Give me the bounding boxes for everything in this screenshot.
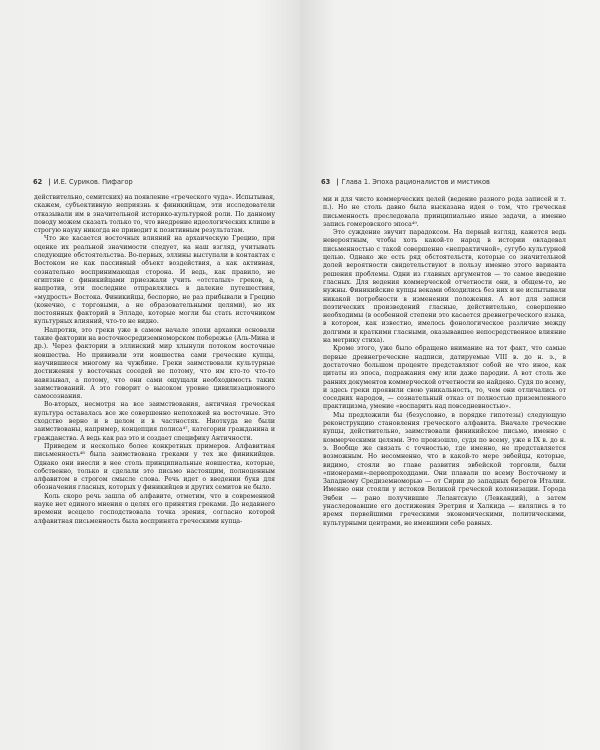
right-page-number: 63 xyxy=(321,178,331,186)
paragraph: Кроме этого, уже было обращено внимание на тот факт, что самые первые древнегреческие надписи, датируемые VIII в. до н. э., в достаточно большом проценте представляют собой не что иное, как цитаты из эпоса, подражания ему или даже пародии. А вот столь же ранних документов коммерческой отчетности не найдено. Судя по всему, и здесь греки проявили свою уникальность, то, чем они отличались от соседних народов, — сознательный отказ от полностью приземленного практицизма, умение «воспарить над повседневностью». xyxy=(323,345,566,411)
paragraph: Коль скоро речь зашла об алфавите, отметим, что в современной науке нет единого мнения о целях его принятия греками. До недавнего времени всецело господствовала точка зрения, согласно которой алфавитная письменность была воспринята греческими купца- xyxy=(34,492,275,525)
right-running-head xyxy=(321,176,490,188)
paragraph: Приведем и несколько более конкретных примеров. Алфавитная письменность⁴⁸ была заимствована греками у тех же финикийцев. Однако они внесли в нее столь принципиальные новшества, которые, собственно, только и сделали это письмо настоящим, полноценным алфавитом в строгом смысле слова. Речь идет о введении букв для обозначения гласных, которых у финикийцев и других семитов не было. xyxy=(34,442,275,492)
right-page xyxy=(300,0,600,750)
paragraph: Напротив, это греки уже в самом начале эпохи архаики основали такие фактории на восточносредиземноморском побережье (Аль-Мина и др.). Через фактории в эллинский мир хлынули потоком восточные новшества. Но прививали эти новшества сами греческие купцы, научившиеся многому на чужбине. Греки заимствовали культурные достижения у восточных соседей не потому, что им кто-то что-то навязывал, а потому, что они сами ощущали необходимость таких заимствований. А это говорит о высоком уровне цивилизационного самосознания. xyxy=(34,326,275,401)
header-divider: | xyxy=(336,178,339,186)
left-text-column xyxy=(34,194,275,526)
right-running-title: Глава 1. Эпоха рационалистов и мистиков xyxy=(341,178,490,186)
paragraph: Это суждение звучит парадоксом. На первый взгляд, кажется ведь невероятным, чтобы хоть какой-то народ в истории овладевал письменностью с такой совершенно «непрактичной», сугубо культурной целью. Однако же есть ряд обстоятельств, которые со значительной долей вероятности свидетельствуют в пользу именно этого варианта решения проблемы. Одни из главных аргументов — то самое введение гласных. Для ведения коммерческой отчетности они, в общем-то, не нужны. Финикийские купцы веками обходились без них и не испытывали никакой потребности в изменении положения. А вот для записи поэтических произведений гласные, действительно, совершенно необходимы (в особенной степени это касается древнегреческого языка, в котором, как известно, имелось фонологическое различие между долгими и краткими гласными, оказывавшее непосредственное влияние на метрику стиха). xyxy=(323,229,566,345)
paragraph: Мы предложили бы (безусловно, в порядке гипотезы) следующую реконструкцию становления греческого алфавита. Вначале греческие купцы, действительно, заимствовали финикийское письмо, именно с коммерческими целями. Это произошло, судя по всему, уже в IX в. до н. э. Вообще же связать с точностью, где именно, не представляется возможным. Но несомненно, что в какой-то мере эвбейцы, которые, видимо, стояли во главе развития эвбейской торговли, были «пионерами»-первопроходцами. Они плавали по всему Восточному и Западному Средиземноморью — от Сирии до западных берегов Италии. Именно они стояли у истоков Великой греческой колонизации. Города Эвбеи — рано получившие Лелантскую (Левкандий), а затем унаследовавшие его достижения Эретрия и Халкида — являлись в то время первейшими греческими экономическими, политическими, культурными центрами, не имевшими себе равных. xyxy=(323,411,566,527)
left-page-number: 62 xyxy=(33,178,43,186)
paragraph: действительно, семитских) на появление «греческого чуда». Испытывая, скажем, субъективную неприязнь к финикийцам, эти исследователи отказывали им в значительной историко-культурной роли. По данному поводу можем сказать только то, что внедрение идеологических клише в строгую науку никогда не приводит к позитивным результатам. xyxy=(34,194,276,235)
paragraph: Во-вторых, несмотря на все заимствования, античная греческая культура оставалась все же совершенно непохожей на восточные. Это сходство верно и в целом и в частностях. Ниоткуда не были заимствованы, например, концепция полиса⁴⁷, категории гражданина и гражданства. А ведь как раз это и создает специфику Античности. xyxy=(34,401,275,442)
left-running-title: И.Е. Суриков. Пифагор xyxy=(53,178,133,186)
paragraph: ми и для чисто коммерческих целей (ведение разного рода записей и т. п.). Но не столь давно была высказана идея о том, что греческая письменность преследовала принципиально иные задачи, а именно запись гомеровского эпоса⁴⁹. xyxy=(323,196,566,228)
header-divider: | xyxy=(48,178,51,186)
left-running-head xyxy=(33,176,133,188)
paragraph: Что же касается восточных влияний на архаическую Грецию, при оценке их реальной значимости следует, на наш взгляд, учитывать следующие обстоятельства. Во-первых, эллины выступали в контактах с Востоком не как пассивный объект воздействия, а как активная, сознательно воспринимающая сторона. И ведь, как правило, не египтяне с финикийцами приезжали учить «отсталых» греков, а, напротив, эти последние отправлялись в далекие путешествия, «мудрость» Востока. Финикийцы, беспорно, не раз прибывали в Грецию (конечно, с торговыми, а не образовательными целями), но их постоянных факторий в Элладе, которые могли бы стать источником культурных влияний, что-то не видно. xyxy=(34,235,275,326)
right-text-column xyxy=(323,196,566,528)
